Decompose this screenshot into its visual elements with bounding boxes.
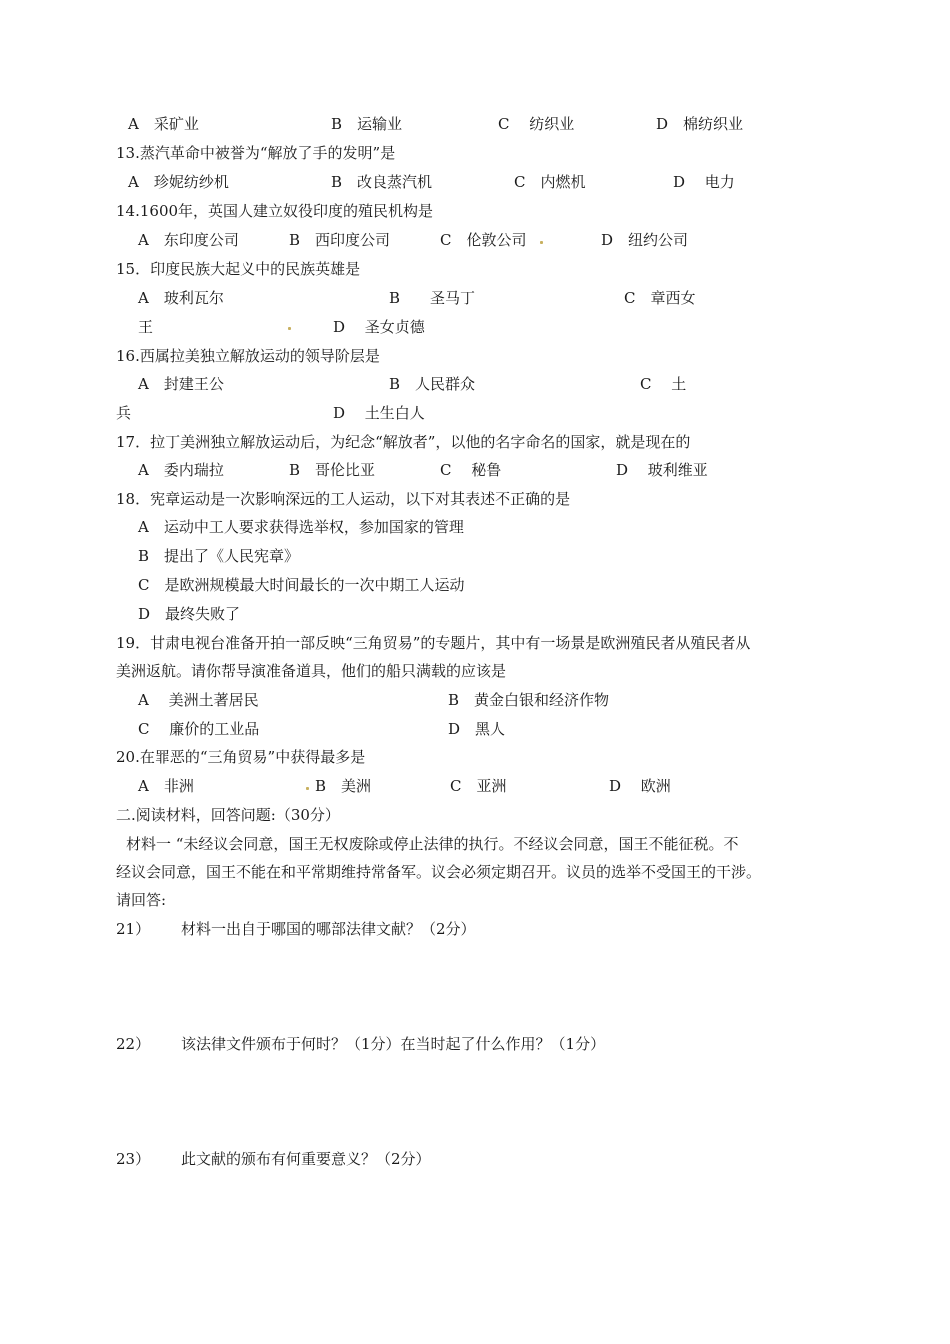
q18-option-c: C 是欧洲规模最大时间最长的一次中期工人运动 [138, 576, 465, 594]
q16-option-a: A 封建王公 [138, 375, 224, 393]
q17-option-a: A 委内瑞拉 [138, 461, 224, 479]
q16-option-b: B 人民群众 [389, 375, 476, 393]
q17-option-c: C 秘鲁 [440, 461, 502, 479]
q13-option-b: B 改良蒸汽机 [331, 173, 433, 191]
q13-option-a: A 珍妮纺纱机 [128, 173, 229, 191]
q12-option-b: B 运输业 [331, 115, 403, 133]
q18-option-a: A 运动中工人要求获得选举权，参加国家的管理 [138, 518, 464, 536]
q16-option-c-cont: 兵 [116, 404, 132, 422]
q20-option-a: A 非洲 [138, 777, 194, 795]
q18-option-d: D 最终失败了 [138, 605, 241, 623]
q19-option-b: B 黄金白银和经济作物 [448, 691, 610, 709]
q19-option-a: A 美洲土著居民 [138, 691, 259, 709]
section2-heading: 二.阅读材料，回答问题:（30分） [116, 806, 340, 824]
q14-stem: 14.1600年，英国人建立奴役印度的殖民机构是 [116, 202, 434, 220]
q15-option-c-cont: 王 [138, 318, 154, 336]
q12-option-a: A 采矿业 [128, 115, 199, 133]
material1-line3: 请回答: [116, 891, 167, 909]
q14-option-a: A 东印度公司 [138, 231, 239, 249]
q17-option-b: B 哥伦比亚 [289, 461, 376, 479]
q21-text: 材料一出自于哪国的哪部法律文献？（2分） [181, 920, 476, 938]
q18-option-b: B 提出了《人民宪章》 [138, 547, 300, 565]
q16-option-c: C 土 [640, 375, 687, 393]
q16-option-d: D 土生白人 [333, 404, 425, 422]
scan-dot [306, 787, 309, 790]
q14-option-b: B 西印度公司 [289, 231, 391, 249]
q18-stem: 18．宪章运动是一次影响深远的工人运动，以下对其表述不正确的是 [116, 490, 571, 508]
q15-option-c: C 章西女 [624, 289, 696, 307]
q17-stem: 17．拉丁美洲独立解放运动后，为纪念“解放者”，以他的名字命名的国家，就是现在的 [116, 433, 691, 451]
q13-option-c: C 内燃机 [514, 173, 586, 191]
q20-option-d: D 欧洲 [609, 777, 671, 795]
q15-option-a: A 玻利瓦尔 [138, 289, 224, 307]
q23-number: 23） [116, 1150, 151, 1168]
q14-option-d: D 纽约公司 [601, 231, 689, 249]
q20-stem: 20.在罪恶的“三角贸易”中获得最多是 [116, 748, 366, 766]
q12-option-d: D 棉纺织业 [656, 115, 744, 133]
q19-stem-line2: 美洲返航。请你帮导演准备道具，他们的船只满载的应该是 [116, 662, 507, 680]
q22-number: 22） [116, 1035, 151, 1053]
q14-option-c: C 伦敦公司 [440, 231, 527, 249]
scan-dot [288, 327, 291, 330]
material1-line1: 材料一 “未经议会同意，国王无权废除或停止法律的执行。不经议会同意，国王不能征税。不 [126, 835, 739, 853]
q12-option-c: C 纺织业 [498, 115, 575, 133]
q15-stem: 15．印度民族大起义中的民族英雄是 [116, 260, 361, 278]
scan-dot [540, 241, 543, 244]
q20-option-b: B 美洲 [315, 777, 372, 795]
q15-option-b: B 圣马丁 [389, 289, 476, 307]
q15-option-d: D 圣女贞德 [333, 318, 425, 336]
q17-option-d: D 玻利维亚 [616, 461, 708, 479]
q13-stem: 13.蒸汽革命中被誉为“解放了手的发明”是 [116, 144, 396, 162]
q16-stem: 16.西属拉美独立解放运动的领导阶层是 [116, 347, 380, 365]
material1-line2: 经议会同意，国王不能在和平常期维持常备军。议会必须定期召开。议员的选举不受国王的干涉。 [116, 863, 762, 881]
q21-number: 21） [116, 920, 151, 938]
q13-option-d: D 电力 [673, 173, 735, 191]
q20-option-c: C 亚洲 [450, 777, 507, 795]
q23-text: 此文献的颁布有何重要意义？（2分） [181, 1150, 431, 1168]
q19-option-c: C 廉价的工业品 [138, 720, 260, 738]
q19-option-d: D 黑人 [448, 720, 506, 738]
q22-text: 该法律文件颁布于何时？（1分）在当时起了什么作用？（1分） [181, 1035, 606, 1053]
q19-stem-line1: 19．甘肃电视台准备开拍一部反映“三角贸易”的专题片，其中有一场景是欧洲殖民者从殖民者从 [116, 634, 751, 652]
